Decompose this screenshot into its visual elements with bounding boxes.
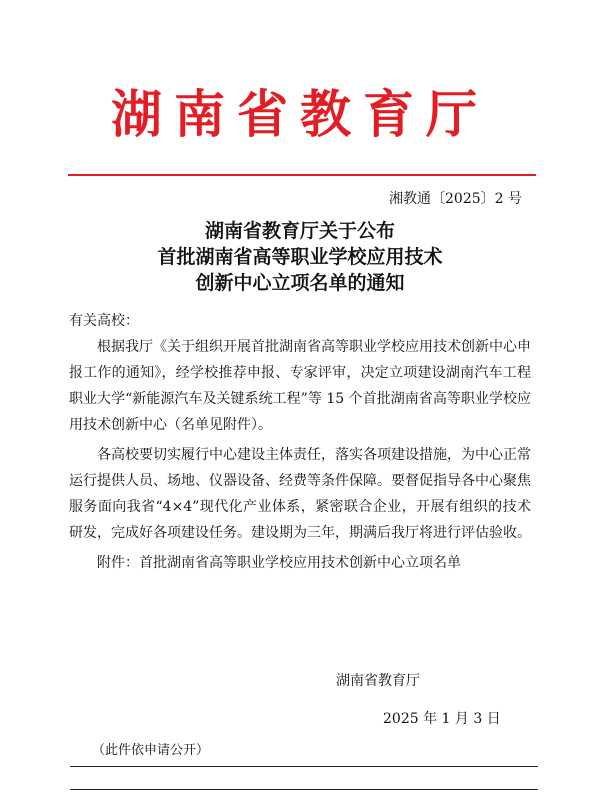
title-line-3: 创新中心立项名单的通知	[195, 272, 405, 294]
attachment-line: 附件：首批湖南省高等职业学校应用技术创新中心立项名单	[97, 555, 461, 571]
document-number: 湘教通〔2025〕2 号	[389, 191, 522, 207]
title-line-1: 湖南省教育厅关于公布	[204, 220, 395, 242]
signature-org: 湖南省教育厅	[336, 673, 420, 689]
red-divider	[68, 174, 536, 176]
paragraph-2: 各高校要切实履行中心建设主体责任，落实各项建设措施，为中心正常运行提供人员、场地、仪器设备、经费等条件保障。要督促指导各中心聚焦服务面向我省“4×4”现代化产业体系，紧密联合企业，开展有组织的技术研发，完成好各项建设任务。建设期为三年，期满后我厅将进行评估验收。	[69, 447, 531, 541]
paragraph-1: 根据我厅《关于组织开展首批湖南省高等职业学校应用技术创新中心申报工作的通知》，经学校推荐申报、专家评审，决定立项建设湖南汽车工程职业大学“新能源汽车及关键系统工程”等 15 个首批湖南省高等职业学校应用技术创新中心（名单见附件）。	[69, 339, 531, 433]
document-body	[69, 308, 531, 576]
footer-rule-top	[70, 766, 538, 767]
signature-date: 2025 年 1 月 3 日	[383, 711, 501, 727]
issuer-header: 湖南省教育厅	[110, 86, 489, 145]
title-line-2: 首批湖南省高等职业学校应用技术	[157, 246, 443, 268]
salutation: 有关高校：	[69, 313, 139, 329]
document-title	[0, 218, 600, 296]
disclosure-note: （此件依申请公开）	[92, 743, 210, 758]
footer-rule-bottom	[70, 789, 538, 790]
